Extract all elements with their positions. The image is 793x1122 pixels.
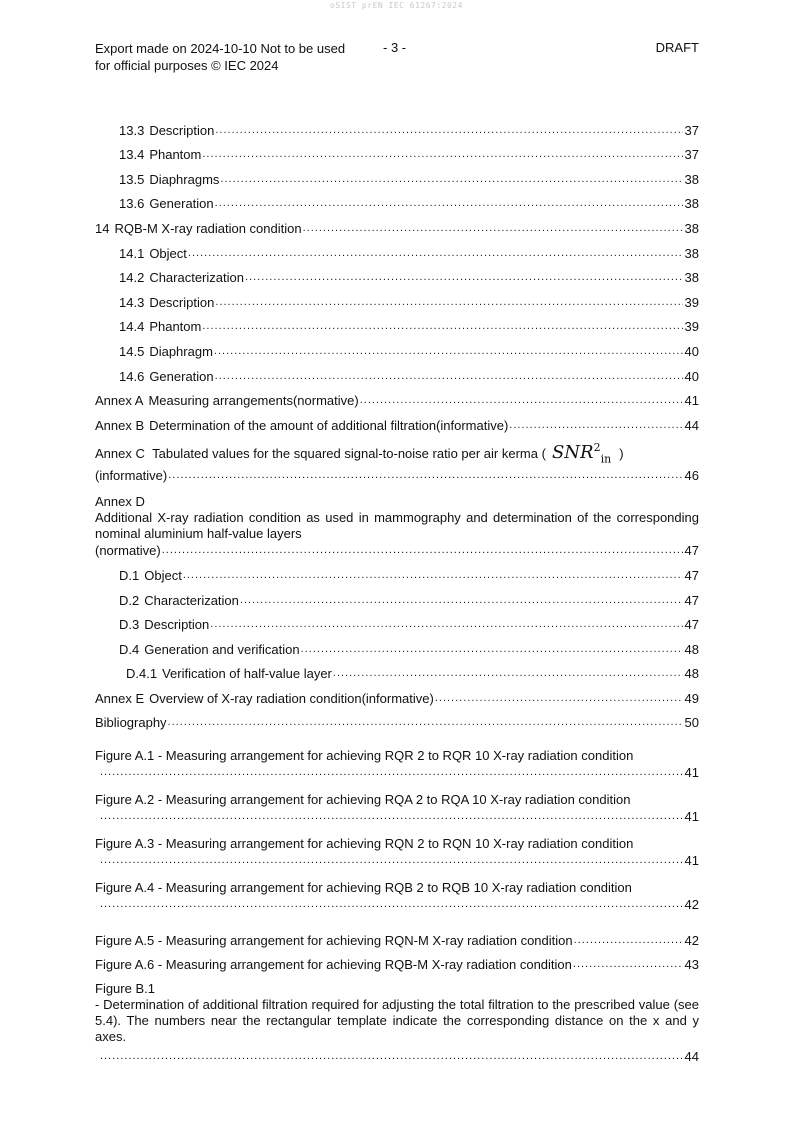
toc-entry[interactable] — [95, 559, 699, 584]
toc-entry-title: Description — [144, 617, 210, 633]
leader-dots — [168, 714, 683, 731]
toc-entry-page: 47 — [684, 567, 699, 583]
toc-entry-page: 47 — [684, 592, 699, 608]
leader-dots — [240, 592, 683, 609]
leader-dots — [100, 852, 683, 869]
toc-entry-close-paren: ) — [619, 445, 624, 461]
watermark: oSIST prEN IEC 61267:2024 — [330, 1, 463, 10]
toc-entry-title: Determination of the amount of additional filtration(informative) — [149, 417, 509, 433]
toc-entry-title: Overview of X-ray radiation condition(informative) — [149, 690, 434, 706]
toc-entry-page: 46 — [684, 468, 699, 484]
toc-entry-page: 39 — [684, 294, 699, 310]
leader-dots — [220, 171, 682, 188]
toc-entry-page: 48 — [684, 666, 699, 682]
toc-entry[interactable] — [95, 409, 699, 434]
figure-entry[interactable] — [95, 836, 699, 869]
figure-title: Figure A.1 - Measuring arrangement for achieving RQR 2 to RQR 10 X-ray radiation condition — [95, 748, 634, 763]
figure-title: Figure A.4 - Measuring arrangement for achieving RQB 2 to RQB 10 X-ray radiation condition — [95, 880, 632, 895]
toc-entry-page: 50 — [684, 715, 699, 731]
leader-dots — [214, 343, 683, 360]
toc-entry[interactable] — [95, 114, 699, 139]
toc-entry-page: 38 — [684, 270, 699, 286]
figure-page: 41 — [684, 765, 699, 780]
toc-entry-title-cont: (normative) — [95, 543, 161, 559]
leader-dots — [360, 392, 683, 409]
toc-entry-page: 40 — [684, 343, 699, 359]
toc-entry-title: Generation — [149, 196, 214, 212]
toc-entry[interactable] — [95, 262, 699, 287]
toc-entry-page: 49 — [684, 690, 699, 706]
toc-entry-number: 13.5 — [119, 171, 145, 187]
toc-entry-number: 14.5 — [119, 343, 145, 359]
figure-label: Figure B.1 — [95, 981, 155, 996]
leader-dots — [245, 269, 683, 286]
toc-entry-page: 48 — [684, 641, 699, 657]
toc-entry-number: 14.6 — [119, 368, 145, 384]
toc-entry-number: 13.3 — [119, 122, 145, 138]
toc-entry-title: Diaphragms — [149, 171, 220, 187]
toc-entry-page: 47 — [684, 543, 699, 559]
leader-dots — [303, 220, 683, 237]
toc-entry-title: Bibliography — [95, 715, 167, 731]
list-of-figures — [95, 748, 699, 1065]
toc-entry-page: 38 — [684, 245, 699, 261]
figure-entry-b1[interactable] — [95, 981, 699, 1065]
toc-entry-number: 14.2 — [119, 270, 145, 286]
figure-entry[interactable] — [95, 880, 699, 913]
toc-entry-number: Annex C — [95, 445, 145, 461]
toc-entry-number: D.2 — [119, 592, 140, 608]
leader-dots — [301, 641, 683, 658]
leader-dots — [435, 690, 683, 707]
toc-entry[interactable] — [95, 658, 699, 683]
toc-entry-number: Annex E — [95, 690, 145, 706]
toc-entry-number: 14.1 — [119, 245, 145, 261]
toc-entry-number: Annex D — [95, 494, 145, 510]
figure-page: 41 — [684, 853, 699, 868]
toc-entry[interactable] — [95, 212, 699, 237]
toc-entry[interactable] — [95, 188, 699, 213]
toc-entry-number: 14.3 — [119, 294, 145, 310]
toc-entry[interactable] — [95, 633, 699, 658]
figure-title: Figure A.3 - Measuring arrangement for achieving RQN 2 to RQN 10 X-ray radiation condition — [95, 836, 634, 851]
toc-entry-page: 37 — [684, 147, 699, 163]
figure-page: 41 — [684, 809, 699, 824]
figure-page: 44 — [684, 1049, 699, 1064]
toc-entry-title: Characterization — [144, 592, 239, 608]
toc-entry-title: Phantom — [149, 147, 202, 163]
snr-symbol: $SNR^2_{in}$ — [551, 440, 612, 466]
header-export-note: Export made on 2024-10-10 Not to be used for official purposes © IEC 2024 — [95, 41, 346, 73]
leader-dots — [202, 318, 682, 335]
table-of-contents — [95, 114, 699, 731]
toc-entry-page: 38 — [684, 220, 699, 236]
leader-dots — [100, 764, 683, 781]
toc-entry[interactable] — [95, 707, 699, 732]
leader-dots — [215, 368, 683, 385]
toc-entry-number: Annex A — [95, 393, 144, 409]
draft-label: DRAFT — [655, 40, 699, 55]
toc-entry-annex-d[interactable] — [95, 494, 699, 559]
toc-entry-number: D.4 — [119, 641, 140, 657]
leader-dots — [215, 294, 682, 311]
toc-entry-title: Description — [149, 294, 215, 310]
toc-entry-title: Description — [149, 122, 215, 138]
page-number: - 3 - — [383, 40, 407, 55]
leader-dots — [100, 896, 683, 913]
toc-entry-page: 41 — [684, 393, 699, 409]
leader-dots — [210, 616, 682, 633]
toc-entry[interactable] — [95, 163, 699, 188]
toc-entry-number: 14 — [95, 220, 110, 236]
leader-dots — [574, 932, 683, 949]
toc-entry-number: Annex B — [95, 417, 145, 433]
leader-dots — [100, 808, 683, 825]
toc-entry[interactable] — [95, 385, 699, 410]
toc-entry-number: 14.4 — [119, 319, 145, 335]
leader-dots — [168, 467, 682, 484]
figure-title: Figure A.2 - Measuring arrangement for achieving RQA 2 to RQA 10 X-ray radiation condition — [95, 792, 631, 807]
toc-entry-title: Additional X-ray radiation condition as used in mammography and determination of the corresponding nominal aluminium half-value layers — [95, 510, 699, 542]
toc-entry-title-cont: (informative) — [95, 468, 168, 484]
toc-entry-title: Measuring arrangements(normative) — [148, 393, 359, 409]
toc-entry-title: RQB-M X-ray radiation condition — [114, 220, 302, 236]
toc-entry[interactable] — [95, 682, 699, 707]
leader-dots — [509, 417, 682, 434]
toc-entry-number: D.1 — [119, 567, 140, 583]
toc-entry-number: D.3 — [119, 617, 140, 633]
toc-entry[interactable] — [95, 609, 699, 634]
leader-dots — [183, 567, 683, 584]
toc-entry-title: Object — [149, 245, 187, 261]
toc-entry-annex-c[interactable] — [95, 439, 699, 485]
toc-entry-page: 37 — [684, 122, 699, 138]
toc-entry[interactable] — [95, 237, 699, 262]
leader-dots — [333, 665, 683, 682]
figure-page: 42 — [684, 897, 699, 912]
toc-entry-title: Diaphragm — [149, 343, 213, 359]
figure-entry[interactable] — [95, 949, 699, 974]
toc-entry[interactable] — [95, 584, 699, 609]
figure-title: Figure A.5 - Measuring arrangement for achieving RQN-M X-ray radiation condition — [95, 932, 573, 948]
toc-entry[interactable] — [95, 286, 699, 311]
toc-entry-page: 38 — [684, 196, 699, 212]
toc-section-b — [95, 559, 699, 731]
toc-entry-title: Generation and verification — [144, 641, 300, 657]
leader-dots — [162, 542, 683, 559]
toc-entry[interactable] — [95, 360, 699, 385]
leader-dots — [215, 122, 682, 139]
toc-entry-number: 13.4 — [119, 147, 145, 163]
toc-entry-title: Verification of half-value layer — [162, 666, 332, 682]
toc-entry[interactable] — [95, 311, 699, 336]
toc-entry[interactable] — [95, 139, 699, 164]
leader-dots — [188, 245, 683, 262]
figure-entry[interactable] — [95, 924, 699, 949]
toc-entry-title: Generation — [149, 368, 214, 384]
toc-entry[interactable] — [95, 335, 699, 360]
figure-page: 43 — [684, 957, 699, 972]
figure-entry[interactable] — [95, 792, 699, 825]
toc-entry-page: 39 — [684, 319, 699, 335]
figure-page: 42 — [684, 932, 699, 948]
toc-section-a — [95, 114, 699, 434]
toc-entry-page: 47 — [684, 617, 699, 633]
leader-dots — [215, 195, 683, 212]
leader-dots — [202, 146, 682, 163]
toc-entry-title: Phantom — [149, 319, 202, 335]
toc-entry-title: Tabulated values for the squared signal-to-noise ratio per air kerma ( — [152, 445, 546, 461]
toc-entry-number: 13.6 — [119, 196, 145, 212]
toc-entry-page: 44 — [684, 417, 699, 433]
toc-entry-number: D.4.1 — [126, 666, 158, 682]
figure-entry[interactable] — [95, 748, 699, 781]
toc-entry-page: 38 — [684, 171, 699, 187]
leader-dots — [100, 1048, 683, 1065]
toc-entry-page: 40 — [684, 368, 699, 384]
figure-title: Figure A.6 - Measuring arrangement for achieving RQB-M X-ray radiation condition — [95, 957, 572, 972]
toc-entry-title: Characterization — [149, 270, 244, 286]
leader-dots — [573, 956, 683, 973]
figure-title: - Determination of additional filtration required for adjusting the total filtration to the prescribed value (see 5.4). The numbers near the rectangular template indicate the corresponding distance on the x and y axes. — [95, 997, 699, 1044]
toc-entry-title: Object — [144, 567, 182, 583]
